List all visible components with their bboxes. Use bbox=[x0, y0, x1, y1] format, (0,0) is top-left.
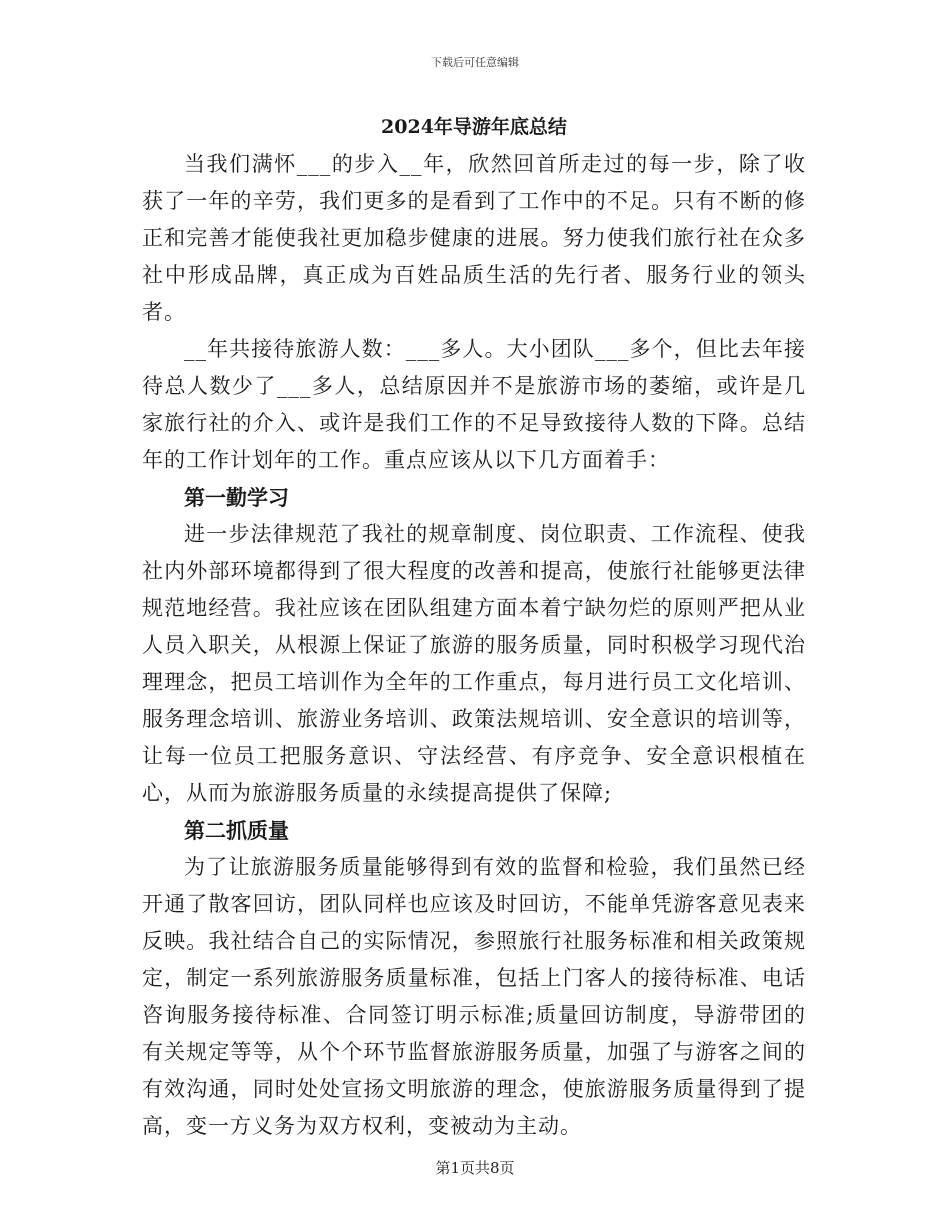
section-heading-study: 第一勤学习 bbox=[184, 485, 289, 510]
paragraph-quality: 为了让旅游服务质量能够得到有效的监督和检验，我们虽然已经开通了散客回访，团队同样也应该及时回访，不能单凭游客意见表来反映。我社结合自己的实际情况，参照旅行社服务标准和相关政策规定，制定一系列旅游服务质量标准，包括上门客人的接待标准、电话咨询服务接待标准、合同签订明示标准;质量回访制度，导游带团的有关规定等等，从个个环节监督旅游服务质量，加强了与游客之间的有效沟通，同时处处宣扬文明旅游的理念，使旅游服务质量得到了提高，变一方义务为双方权利，变被动为主动。 bbox=[142, 855, 806, 1138]
document-body bbox=[142, 112, 806, 1145]
section-heading-quality: 第二抓质量 bbox=[184, 818, 289, 843]
paragraph-study: 进一步法律规范了我社的规章制度、岗位职责、工作流程、使我社内外部环境都得到了很大程度的改善和提高，使旅行社能够更法律规范地经营。我社应该在团队组建方面本着宁缺勿烂的原则严把从业人员入职关，从根源上保证了旅游的服务质量，同时积极学习现代治理理念，把员工培训作为全年的工作重点，每月进行员工文化培训、服务理念培训、旅游业务培训、政策法规培训、安全意识的培训等，让每一位员工把服务意识、守法经营、有序竞争、安全意识根植在心，从而为旅游服务质量的永续提高提供了保障; bbox=[142, 522, 806, 805]
document-title: 2024年导游年底总结 bbox=[381, 116, 567, 138]
page-header: 下载后可任意编辑 bbox=[431, 56, 519, 69]
page-footer: 第1页共8页 bbox=[435, 1159, 515, 1177]
paragraph-intro: 当我们满怀___的步入__年，欣然回首所走过的每一步，除了收获了一年的辛劳，我们更多的是看到了工作中的不足。只有不断的修正和完善才能使我社更加稳步健康的进展。努力使我们旅行社在众多社中形成品牌，真正成为百姓品质生活的先行者、服务行业的领头者。 bbox=[142, 152, 806, 324]
paragraph-statistics: __年共接待旅游人数：___多人。大小团队___多个，但比去年接待总人数少了___多人，总结原因并不是旅游市场的萎缩，或许是几家旅行社的介入、或许是我们工作的不足导致接待人数的下降。总结年的工作计划年的工作。重点应该从以下几方面着手： bbox=[142, 337, 806, 472]
